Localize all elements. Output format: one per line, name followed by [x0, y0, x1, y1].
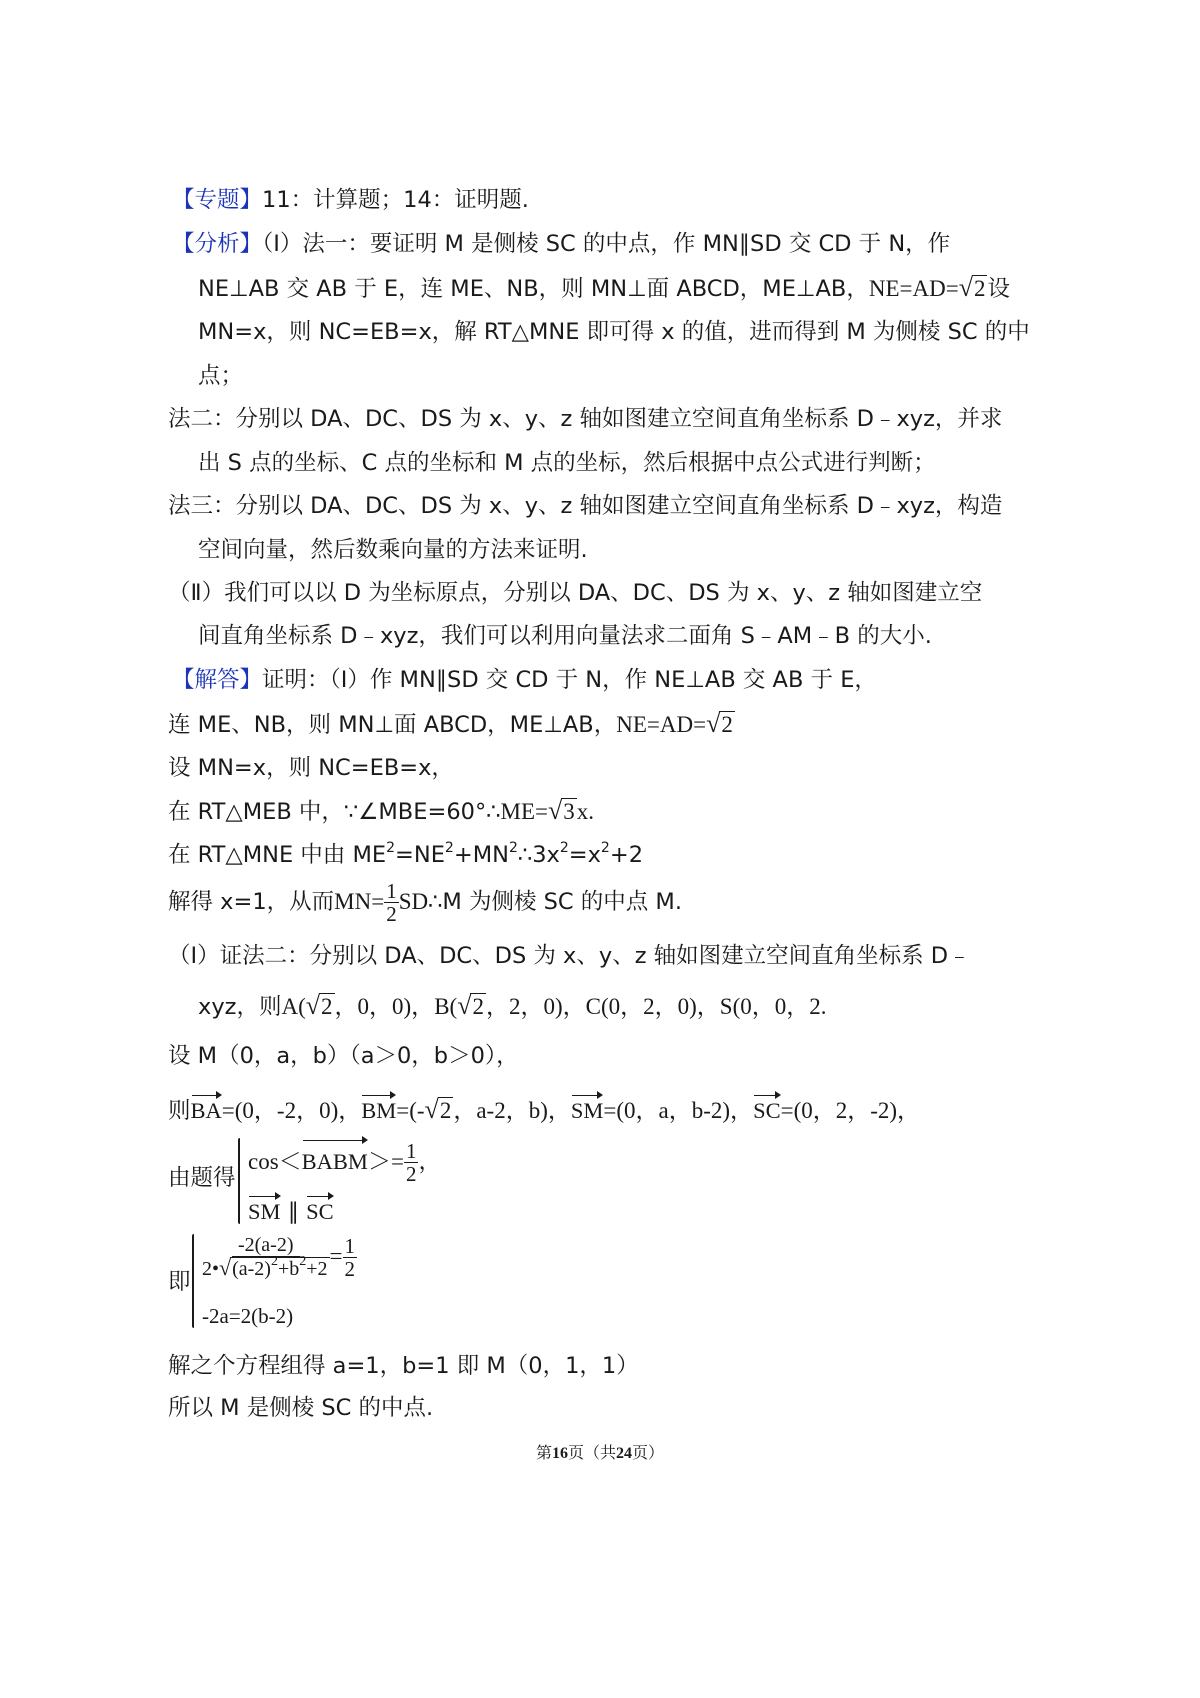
- page-footer: [0, 1440, 1200, 1463]
- fraction-eq: [202, 1234, 330, 1280]
- vector-ba-bm: BABM: [302, 1140, 368, 1184]
- jieda-text-1: 证明：（Ⅰ）作 MN∥SD 交 CD 于 N，作 NE⊥AB 交 AB 于 E，: [262, 667, 877, 693]
- fa2-line-3: [168, 1040, 519, 1072]
- footer-mid: 页（共: [567, 1445, 616, 1462]
- system-1-eq1: [248, 1140, 441, 1185]
- sqrt-symbol: √: [457, 991, 472, 1020]
- frac-num: 1: [405, 1139, 417, 1163]
- fenxi-line-2: [198, 272, 1010, 305]
- system-2-eq1: [202, 1234, 357, 1280]
- jieda-ne-ad: NE=AD=: [616, 712, 707, 737]
- jieda-sqrt3: 3: [563, 799, 575, 824]
- footer-pre: 第: [535, 1445, 552, 1462]
- jieda-line-3: [168, 752, 454, 784]
- comma: ，: [418, 1149, 441, 1175]
- fenxi-ne-ad: NE=AD=: [868, 276, 959, 301]
- system-1-eq2: [248, 1196, 334, 1228]
- vector-ba: BA: [191, 1095, 222, 1127]
- fa2-line-4: [168, 1094, 920, 1127]
- fenxi-text-7: 法三：分别以 DA、DC、DS 为 x、y、z 轴如图建立空间直角坐标系 D﹣xyz，构造: [168, 493, 1003, 519]
- fa2-text-2: xyz，则: [198, 994, 282, 1020]
- fenxi-line-3: [198, 316, 1030, 348]
- fenxi-text-3: MN=x，则 NC=EB=x，解 RT△MNE 即可得 x 的值，进而得到 M 为侧棱 SC 的中: [198, 319, 1030, 345]
- vector-bm-value-1: =(-: [396, 1098, 425, 1123]
- fenxi-text-1: （Ⅰ）法一：要证明 M 是侧棱 SC 的中点，作 MN∥SD 交 CD 于 N，作: [262, 231, 951, 257]
- frac-num: 1: [386, 879, 397, 903]
- footer-post: 页）: [632, 1445, 665, 1462]
- frac-num: 1: [344, 1233, 355, 1258]
- fenxi-line-1: [172, 228, 950, 260]
- eq-denominator: [202, 1254, 330, 1280]
- eq-den-b: (a-2): [232, 1258, 271, 1280]
- sup-2: 2: [299, 1254, 307, 1270]
- fenxi-text-2: NE⊥AB 交 AB 于 E，连 ME、NB，则 MN⊥面 ABCD，ME⊥AB，: [198, 276, 869, 302]
- sup-2: 2: [559, 839, 569, 856]
- zhuanti-text: 11：计算题；14：证明题.: [262, 187, 529, 213]
- fenxi-line-6: [198, 447, 936, 479]
- equals: =: [329, 1243, 343, 1269]
- fa2-text-1: （Ⅰ）证法二：分别以 DA、DC、DS 为 x、y、z 轴如图建立空间直角坐标系 D﹣: [168, 943, 971, 969]
- vector-sm-value: =(0，a，b-2)，: [603, 1098, 754, 1123]
- jieda-text-6d: ∴M 为侧棱 SC 的中点 M.: [428, 889, 682, 915]
- jieda-sqrt2: 2: [721, 712, 733, 737]
- zhuanti-tag: 【专题】: [172, 187, 263, 213]
- vector-bm: BM: [361, 1095, 396, 1127]
- vector-bm-value-3: ，a-2，b)，: [453, 1098, 571, 1123]
- fenxi-text-4: 点；: [198, 363, 244, 389]
- jieda-me: ME=: [500, 799, 548, 824]
- jieda-text-5c: +MN: [453, 842, 509, 868]
- fenxi-text-9: （Ⅱ）我们可以以 D 为坐标原点，分别以 DA、DC、DS 为 x、y、z 轴如图建立空: [168, 580, 983, 606]
- sqrt-symbol: √: [424, 1095, 439, 1124]
- fa2-line-1: [168, 940, 971, 972]
- fenxi-text-10: 间直角坐标系 D﹣xyz，我们可以利用向量法求二面角 S﹣AM﹣B 的大小.: [198, 623, 932, 649]
- jieda-tag: 【解答】: [172, 667, 263, 693]
- jieda-text-5b: =NE: [395, 842, 445, 868]
- jieda-text-5e: =x: [568, 842, 601, 868]
- jieda-text-2: 连 ME、NB，则 MN⊥面 ABCD，ME⊥AB，: [168, 712, 617, 738]
- jieda-text-5d: ∴3x: [517, 842, 560, 868]
- system-2-eq2: -2a=2(b-2): [202, 1304, 294, 1328]
- ji-label: 即: [168, 1269, 191, 1295]
- jieda-line-6: [168, 880, 682, 925]
- fraction-half-2: [404, 1140, 419, 1185]
- fa2-text-3: 设 M（0，a，b）（a＞0，b＞0），: [168, 1043, 519, 1069]
- vector-sm: SM: [248, 1196, 281, 1228]
- jieda-line-5: [168, 839, 643, 871]
- fa2-ze: 则: [168, 1098, 191, 1124]
- sup-2: 2: [270, 1254, 278, 1270]
- fraction-half: [384, 880, 399, 925]
- vector-bm-sqrt: 2: [439, 1098, 452, 1123]
- brace-system-1: [238, 1138, 240, 1224]
- fenxi-line-5: [168, 403, 1002, 435]
- eq-numerator: -2(a-2): [232, 1234, 300, 1257]
- fenxi-line-10: [198, 620, 932, 652]
- fa2-solution: 解之个方程组得 a=1，b=1 即 M（0，1，1）: [168, 1353, 639, 1379]
- footer-page-number: 16: [551, 1445, 568, 1462]
- point-a-sqrt: 2: [321, 994, 333, 1019]
- sqrt-symbol: √: [305, 991, 321, 1020]
- fenxi-text-8: 空间向量，然后数乘向量的方法来证明.: [198, 537, 588, 563]
- vector-ba-value: =(0，-2，0)，: [221, 1098, 362, 1123]
- zhuanti-line: [172, 184, 529, 216]
- eq-den-d: +2: [306, 1258, 328, 1280]
- jieda-x: x.: [576, 799, 595, 824]
- sqrt-symbol: √: [548, 796, 563, 825]
- point-b: B(: [434, 994, 458, 1019]
- fraction-half-3: [343, 1235, 358, 1280]
- sup-2: 2: [444, 839, 454, 856]
- point-a: A(: [281, 994, 306, 1019]
- fenxi-she: 设: [987, 276, 1010, 302]
- fenxi-line-8: [198, 534, 588, 566]
- sqrt-symbol: √: [219, 1255, 232, 1280]
- brace-system-2: [192, 1234, 194, 1328]
- jieda-line-4: [168, 795, 594, 828]
- eq-den-a: 2•: [202, 1258, 220, 1280]
- vector-sc-value: =(0，2，-2)，: [780, 1098, 921, 1123]
- sqrt-symbol: √: [706, 709, 721, 738]
- fenxi-line-4: [198, 360, 243, 392]
- eq-den-sqrt: [230, 1254, 329, 1280]
- cos-open: cos＜: [248, 1149, 302, 1174]
- point-a-rest: ，0，0)，: [334, 994, 435, 1019]
- cos-close: ＞=: [367, 1149, 404, 1174]
- jieda-text-6a: 解得 x=1，从而: [168, 889, 335, 915]
- footer-total-pages: 24: [616, 1445, 632, 1462]
- jieda-line-2: [168, 708, 735, 741]
- sup-2: 2: [508, 839, 518, 856]
- sup-2: 2: [386, 839, 396, 856]
- frac-den: 2: [344, 1256, 355, 1281]
- vector-sm: SM: [571, 1095, 604, 1127]
- parallel-symbol: ∥: [287, 1199, 299, 1225]
- point-b-rest: ，2，0)，C(0，2，0)，S(0，0，2.: [485, 994, 827, 1019]
- fenxi-sqrt2: 2: [973, 276, 986, 301]
- sup-2: 2: [600, 839, 610, 856]
- jieda-text-5a: 在 RT△MNE 中由 ME: [168, 842, 387, 868]
- jieda-mn: MN=: [334, 889, 385, 914]
- fa2-conclusion: 所以 M 是侧棱 SC 的中点.: [168, 1395, 434, 1421]
- frac-den: 2: [386, 902, 397, 926]
- jieda-text-5f: +2: [609, 842, 644, 868]
- fenxi-line-7: [168, 490, 1002, 522]
- fenxi-tag: 【分析】: [172, 231, 263, 257]
- frac-den: 2: [405, 1162, 417, 1186]
- fenxi-text-5: 法二：分别以 DA、DC、DS 为 x、y、z 轴如图建立空间直角坐标系 D﹣xyz，并求: [168, 406, 1003, 432]
- vector-sc: SC: [306, 1196, 334, 1228]
- vector-sc: SC: [753, 1095, 781, 1127]
- jieda-line-1: [172, 664, 877, 696]
- jieda-text-4: 在 RT△MEB 中，∵∠MBE=60°∴: [168, 799, 501, 825]
- youti-label: 由题得: [168, 1165, 236, 1191]
- eq-den-c: +b: [277, 1258, 300, 1280]
- fa2-line-2: [198, 990, 827, 1023]
- sqrt-symbol: √: [958, 273, 973, 302]
- point-b-sqrt: 2: [472, 994, 484, 1019]
- fenxi-line-9: [168, 577, 982, 609]
- jieda-sd: SD: [398, 889, 429, 914]
- jieda-text-3: 设 MN=x，则 NC=EB=x，: [168, 755, 454, 781]
- fenxi-text-6: 出 S 点的坐标、C 点的坐标和 M 点的坐标，然后根据中点公式进行判断；: [198, 450, 936, 476]
